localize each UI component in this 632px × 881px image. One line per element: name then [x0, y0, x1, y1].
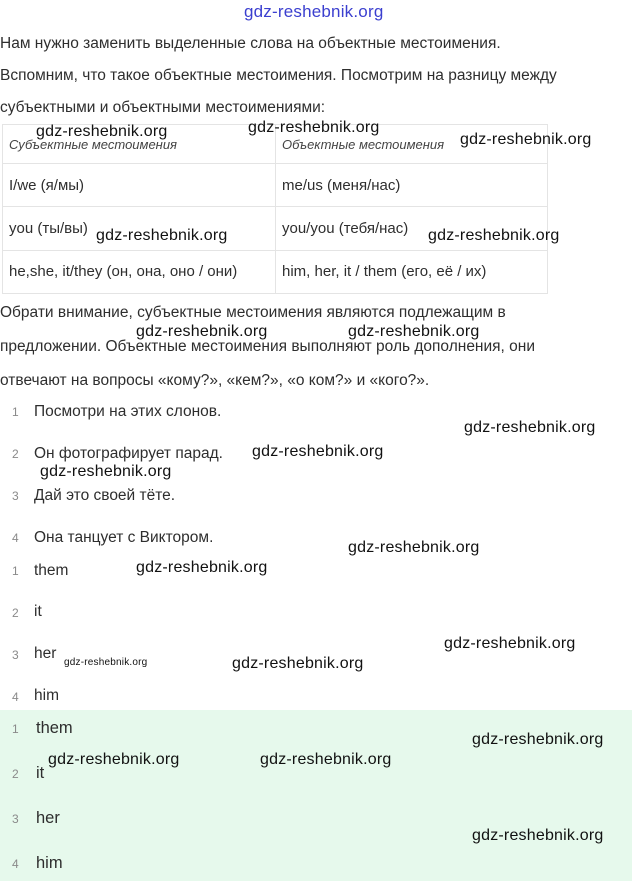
watermark: gdz-reshebnik.org	[36, 123, 168, 140]
watermark: gdz-reshebnik.org	[136, 559, 268, 576]
list-number: 2	[12, 767, 19, 781]
watermark: gdz-reshebnik.org	[64, 657, 148, 668]
list-item: her	[36, 809, 60, 827]
list-number: 1	[12, 405, 19, 419]
list-number: 2	[12, 447, 19, 461]
header-object-pronouns: Объектные местоимения	[276, 125, 548, 164]
list-item: Она танцует с Виктором.	[34, 529, 214, 546]
watermark: gdz-reshebnik.org	[232, 655, 364, 672]
list-number: 1	[12, 564, 19, 578]
table-cell: you (ты/вы)	[3, 207, 276, 250]
list-number: 1	[12, 722, 19, 736]
table-row	[3, 164, 548, 207]
list-number: 4	[12, 690, 19, 704]
list-item: it	[36, 764, 45, 782]
watermark: gdz-reshebnik.org	[248, 119, 380, 136]
pronoun-table	[2, 124, 548, 294]
watermark: gdz-reshebnik.org	[444, 635, 576, 652]
list-number: 3	[12, 489, 19, 503]
watermark: gdz-reshebnik.org	[472, 827, 604, 844]
table-cell: he,she, it/they (он, она, оно / они)	[3, 250, 276, 293]
watermark: gdz-reshebnik.org	[464, 419, 596, 436]
list-item: them	[34, 562, 69, 579]
watermark: gdz-reshebnik.org	[472, 731, 604, 748]
note-line-3: отвечают на вопросы «кому?», «кем?», «о ком?» и «кого?».	[0, 372, 430, 389]
list-item: Дай это своей тёте.	[34, 487, 176, 504]
table-cell: I/we (я/мы)	[3, 164, 276, 207]
watermark: gdz-reshebnik.org	[48, 751, 180, 768]
list-item: it	[34, 603, 42, 620]
list-number: 4	[12, 857, 19, 871]
table-row	[3, 250, 548, 293]
note-line-1: Обрати внимание, субъектные местоимения являются подлежащим в	[0, 304, 506, 321]
list-item: him	[36, 854, 63, 872]
watermark: gdz-reshebnik.org	[40, 463, 172, 480]
watermark: gdz-reshebnik.org	[460, 131, 592, 148]
intro-line-1: Нам нужно заменить выделенные слова на объектные местоимения.	[0, 35, 501, 52]
top-watermark: gdz-reshebnik.org	[244, 2, 384, 21]
watermark: gdz-reshebnik.org	[252, 443, 384, 460]
intro-line-2: Вспомним, что такое объектные местоимения. Посмотрим на разницу между	[0, 67, 557, 84]
table-cell: me/us (меня/нас)	[276, 164, 548, 207]
list-item: them	[36, 719, 73, 737]
watermark: gdz-reshebnik.org	[260, 751, 392, 768]
watermark: gdz-reshebnik.org	[96, 227, 228, 244]
table-cell: you/you (тебя/нас)	[276, 207, 548, 250]
list-item: her	[34, 645, 57, 662]
watermark: gdz-reshebnik.org	[136, 323, 268, 340]
intro-line-3: субъектными и объектными местоимениями:	[0, 99, 326, 116]
table-cell: him, her, it / them (его, её / их)	[276, 250, 548, 293]
list-item: Он фотографирует парад.	[34, 445, 223, 462]
list-item: him	[34, 687, 59, 704]
list-number: 4	[12, 531, 19, 545]
list-item: Посмотри на этих слонов.	[34, 403, 222, 420]
list-number: 3	[12, 648, 19, 662]
watermark: gdz-reshebnik.org	[428, 227, 560, 244]
list-number: 2	[12, 606, 19, 620]
watermark: gdz-reshebnik.org	[348, 539, 480, 556]
note-line-2: предложении. Объектные местоимения выполняют роль дополнения, они	[0, 338, 535, 355]
header-subject-pronouns: Субъектные местоимения	[3, 125, 276, 164]
watermark: gdz-reshebnik.org	[348, 323, 480, 340]
list-number: 3	[12, 812, 19, 826]
